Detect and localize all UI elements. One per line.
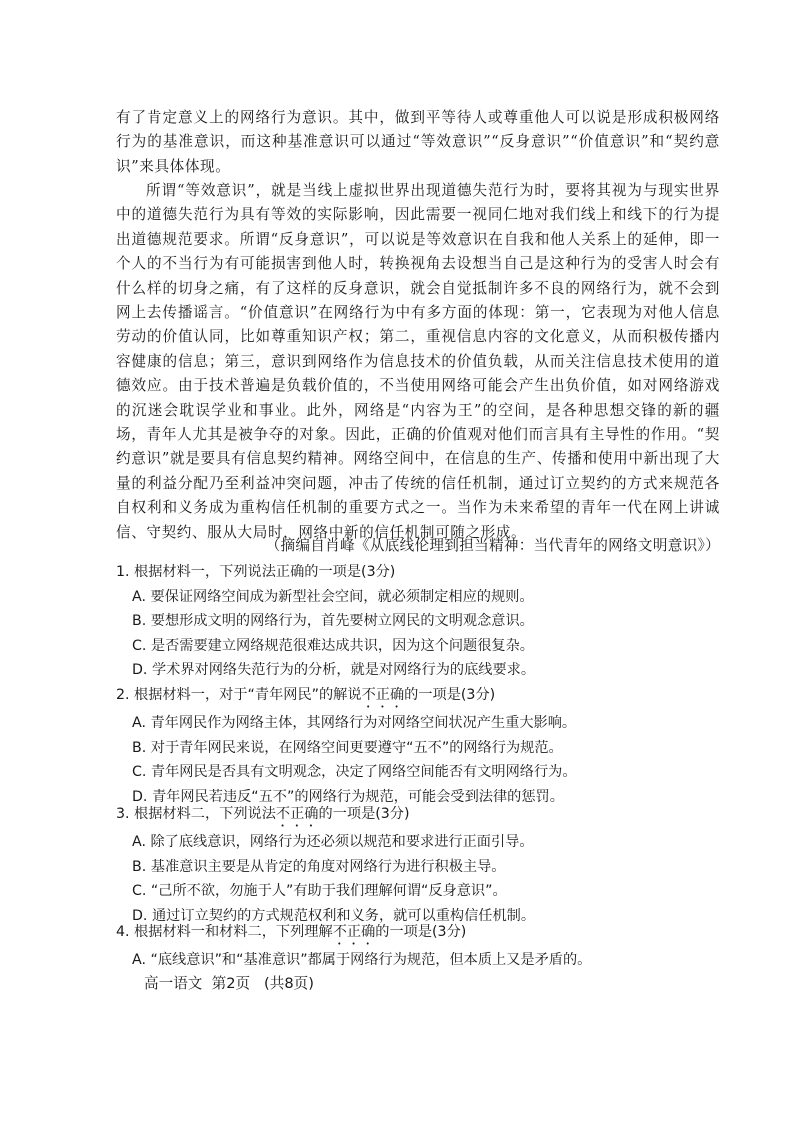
- question-4-stem-start: 4. 根据材料一和材料二，下列理解: [116, 924, 333, 940]
- question-1-option-c: C. 是否需要建立网络规范很难达成共识，因为这个问题很复杂。: [132, 637, 534, 654]
- question-4-stem: [116, 920, 736, 948]
- question-3-option-d: D. 通过订立契约的方式规范权利和义务，就可以重构信任机制。: [132, 907, 536, 924]
- question-4-option-a: A. “底线意识”和“基准意识”都属于网络行为规范，但本质上又是矛盾的。: [132, 952, 592, 968]
- question-2-stem-end: 的一项是(3分): [404, 687, 496, 703]
- question-1-option-a: A. 要保证网络空间成为新型社会空间，就必须制定相应的规则。: [132, 588, 534, 605]
- question-2-option-b: B. 对于青年网民来说，在网络空间更要遵守“五不”的网络行为规范。: [132, 739, 563, 756]
- question-4-stem-end: 的一项是(3分): [375, 924, 467, 940]
- question-3-emphasis: 不正确: [275, 806, 319, 822]
- question-1-option-d: D. 学术界对网络失范行为的分析，就是对网络行为的底线要求。: [132, 662, 536, 678]
- question-1-stem: 1. 根据材料一，下列说法正确的一项是(3分): [116, 564, 396, 580]
- question-1-option-b: B. 要想形成文明的网络行为，首先要树立网民的文明观念意识。: [132, 613, 534, 629]
- question-2-stem: [116, 683, 736, 711]
- question-4-emphasis: 不正确: [332, 924, 376, 940]
- question-2-option-c: C. 青年网民是否具有文明观念，决定了网络空间能否有文明网络行为。: [132, 764, 577, 780]
- question-3-stem-start: 3. 根据材料二，下列说法: [116, 806, 276, 822]
- passage-paragraph-1: 有了肯定意义上的网络行为意识。其中，做到平等待人或尊重他人可以说是形成积极网络行为的基准意识，而这种基准意识可以通过“等效意识”“反身意识”“价值意识”和“契约意识”来具体体现。: [116, 109, 720, 175]
- question-4: [116, 920, 736, 973]
- question-3-stem-end: 的一项是(3分): [318, 806, 410, 822]
- page-footer: 高一语文 第2页 (共8页): [144, 975, 314, 992]
- question-3-option-a: A. 除了底线意识，网络行为还必须以规范和要求进行正面引导。: [132, 834, 534, 850]
- question-3-option-c: C. “己所不欲，勿施于人”有助于我们理解何谓“反身意识”。: [132, 883, 507, 899]
- passage-paragraph-2: 所谓“等效意识”，就是当线上虚拟世界出现道德失范行为时，要将其视为与现实世界中的道德失范行为具有等效的实际影响，因此需要一视同仁地对我们线上和线下的行为提出道德规范要求。所谓“反身意识”，可以说是等效意识在自我和他人关系上的延伸，即一个人的不当行为有可能损害到他人时，转换视角去设想当自己是这种行为的受害人时会有什么样的切身之痛，有了这样的反身意识，就会自觉抵制许多不良的网络行为，就不会到网上去传播谣言。“价值意识”在网络行为中有多方面的体现：第一，它表现为对他人信息劳动的价值认同，比如尊重知识产权；第二，重视信息内容的文化意义，从而积极传播内容健康的信息；第三，意识到网络作为信息技术的价值负载，从而关注信息技术使用的道德效应。由于技术普遍是负载价值的，不当使用网络可能会产生出负价值，如对网络游戏的沉迷会耽误学业和事业。此外，网络是“内容为王”的空间，是各种思想交锋的新的疆场，青年人尤其是被争夺的对象。因此，正确的价值观对他们而言具有主导性的作用。“契约意识”就是要具有信息契约精神。网络空间中，在信息的生产、传播和使用中新出现了大量的利益分配乃至利益冲突问题，冲击了传统的信任机制，通过订立契约的方式来规范各自权利和义务成为重构信任机制的重要方式之一。当作为未来希望的青年一代在网上讲诚信、守契约、服从大局时，网络中新的信任机制可随之形成。: [116, 182, 720, 541]
- question-2-option-a: A. 青年网民作为网络主体，其网络行为对网络空间状况产生重大影响。: [132, 715, 577, 731]
- question-1: [116, 560, 736, 683]
- question-3: [116, 802, 736, 928]
- question-2-option-d: D. 青年网民若违反“五不”的网络行为规范，可能会受到法律的惩罚。: [132, 788, 564, 805]
- question-3-option-b: B. 基准意识主要是从肯定的角度对网络行为进行积极主导。: [132, 858, 506, 875]
- passage-source: （摘编自肖峰《从底线伦理到担当精神：当代青年的网络文明意识》）: [265, 537, 720, 554]
- question-2: [116, 683, 736, 809]
- question-2-stem-start: 2. 根据材料一，对于“青年网民”的解说: [116, 687, 362, 703]
- question-3-stem: [116, 802, 736, 830]
- question-2-emphasis: 不正确: [361, 687, 405, 703]
